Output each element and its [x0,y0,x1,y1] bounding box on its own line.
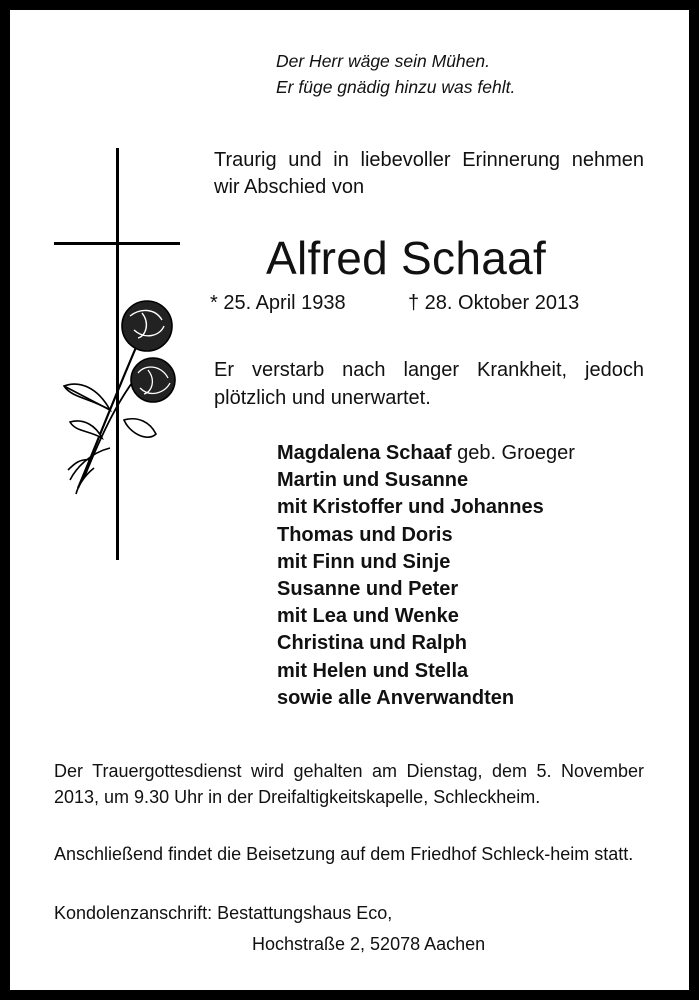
condolence-company: Bestattungshaus Eco, [217,903,393,923]
mourner-line: Martin und Susanne [277,469,469,492]
cross-icon [50,148,185,563]
mourner-line: Susanne und Peter [277,578,459,601]
mourner-line: mit Finn und Sinje [277,550,451,573]
quote-line-2: Er füge gnädig hinzu was fehlt. [276,77,516,97]
mourner-spouse-maiden: geb. Groeger [451,442,575,464]
death-note: Er verstarb nach langer Krankheit, jedoch plötzlich und unerwartet. [214,359,644,409]
mourner-line: mit Kristoffer und Johannes [277,496,544,519]
mourner-line: mit Lea und Wenke [277,605,459,628]
bible-quote [276,48,515,100]
condolence-row [54,898,485,929]
mourner-line: Christina und Ralph [277,632,467,655]
condolence-street: Hochstraße 2, 52078 Aachen [252,934,486,954]
intro-text: Traurig und in liebevoller Erinnerung nehmen wir Abschied von [214,149,644,198]
mourner-line: sowie alle Anverwandten [277,686,515,709]
death-date: † 28. Oktober 2013 [408,292,580,314]
mourner-line: Thomas und Doris [277,523,453,546]
rose-branch-icon [64,301,175,494]
life-dates [210,289,580,317]
service-info: Der Trauergottesdienst wird gehalten am Dienstag, dem 5. November 2013, um 9.30 Uhr in der Dreifaltigkeitskapelle, Schleckheim. [54,761,644,807]
mourners-list [277,440,575,712]
condolence-address [54,898,485,960]
mourner-line [277,440,575,467]
deceased-name: Alfred Schaaf [266,232,547,284]
quote-line-1: Der Herr wäge sein Mühen. [276,51,490,71]
birth-date: * 25. April 1938 [210,292,346,314]
mourner-spouse-name: Magdalena Schaaf [277,442,452,464]
condolence-label: Kondolenzanschrift: [54,903,213,923]
burial-info: Anschließend findet die Beisetzung auf dem Friedhof Schleck-heim statt. [54,844,634,864]
mourner-line: mit Helen und Stella [277,659,469,682]
